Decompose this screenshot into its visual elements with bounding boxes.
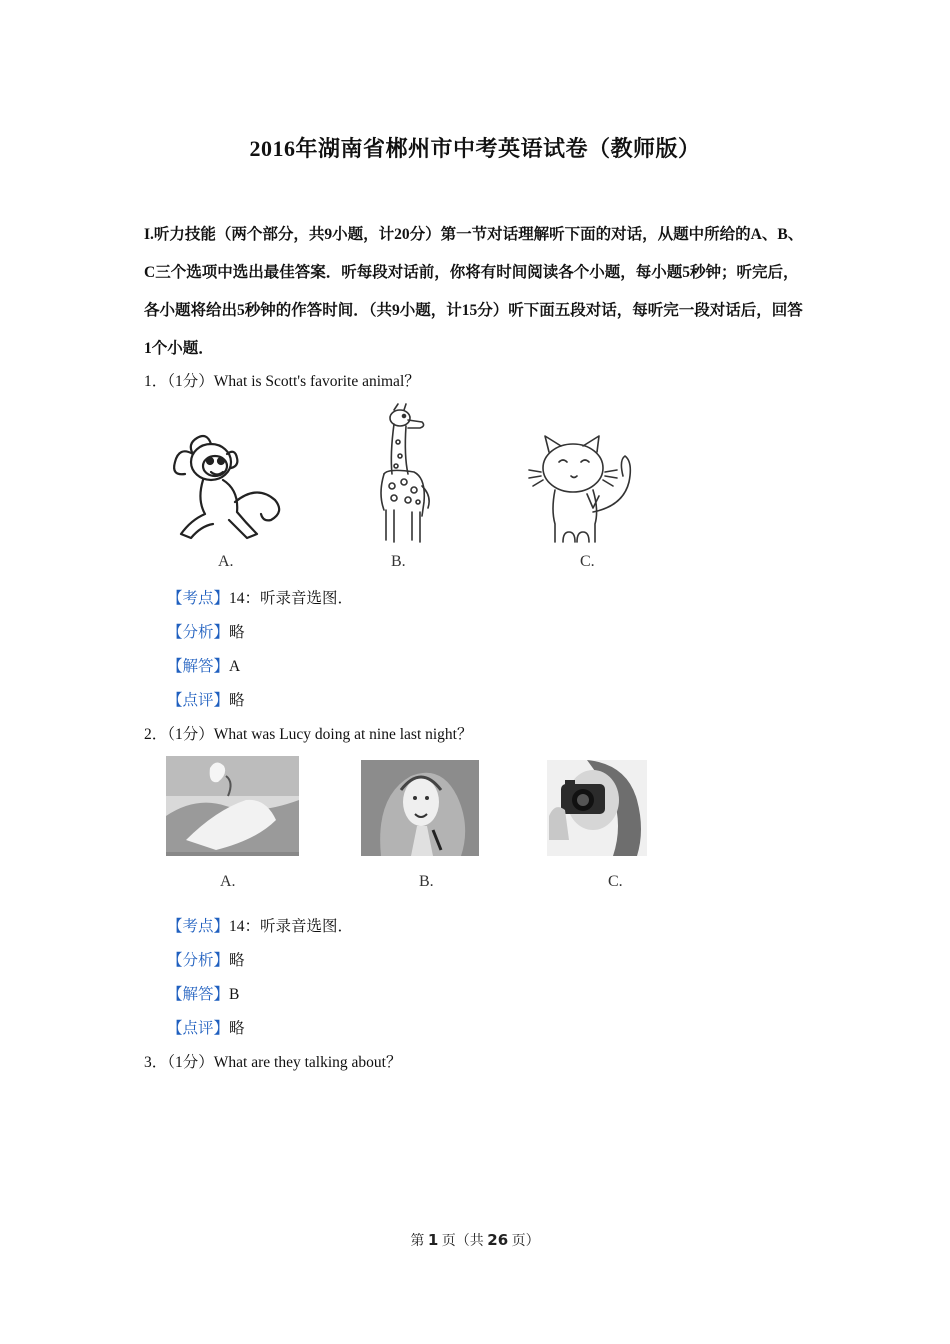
jieda-label: 【解答】 <box>167 986 230 1003</box>
q2-jieda <box>167 982 239 1004</box>
jieda-text: B <box>229 986 240 1003</box>
option-b-label: B. <box>391 553 406 570</box>
monkey-image <box>163 432 288 547</box>
footer-suffix: 页） <box>508 1234 540 1249</box>
fenxi-label: 【分析】 <box>167 952 230 969</box>
camera-photo <box>547 760 647 856</box>
page-number: 1 <box>427 1231 439 1249</box>
q2-fenxi <box>167 948 245 970</box>
question-number: 3． <box>144 1054 168 1071</box>
q1-jieda <box>167 654 240 676</box>
question-text: What is Scott's favorite animal？ <box>213 373 420 390</box>
footer-prefix: 第 <box>410 1234 428 1249</box>
dianping-text: 略 <box>229 1020 245 1037</box>
q1-kaodian <box>167 586 353 608</box>
section-instructions: I.听力技能（两个部分，共9小题，计20分）第一节对话理解听下面的对话，从题中所给的A、B、C三个选项中选出最佳答案．听每段对话前，你将有时间阅读各个小题，每小题5秒钟；听完后，各小题将给出5秒钟的作答时间．（共9小题，计15分）听下面五段对话，每听完一段对话后，回答1个小题． <box>144 226 804 357</box>
fenxi-label: 【分析】 <box>167 624 230 641</box>
question-1 <box>144 369 420 391</box>
jieda-text: A <box>229 658 241 675</box>
option-c-label: C. <box>608 873 623 890</box>
question-score: （1分） <box>167 1054 214 1071</box>
kaodian-text: 14：听录音选图． <box>229 918 354 935</box>
question-text: What was Lucy doing at nine last night？ <box>213 726 473 743</box>
option-c-label: C. <box>580 553 595 570</box>
fenxi-text: 略 <box>229 952 245 969</box>
footer-middle: 页（共 <box>438 1234 488 1249</box>
q2-dianping <box>167 1016 245 1038</box>
question-number: 2． <box>144 726 168 743</box>
q2-kaodian <box>167 914 353 936</box>
painting-photo <box>166 756 299 856</box>
kaodian-text: 14：听录音选图． <box>229 590 354 607</box>
dianping-label: 【点评】 <box>167 1020 230 1037</box>
singing-photo <box>361 760 479 856</box>
kaodian-label: 【考点】 <box>167 590 230 607</box>
page-footer <box>0 1230 950 1250</box>
dianping-text: 略 <box>229 692 245 709</box>
document-title: 2016年湖南省郴州市中考英语试卷（教师版） <box>249 136 701 161</box>
option-b-label: B. <box>419 873 434 890</box>
jieda-label: 【解答】 <box>167 658 230 675</box>
question-3 <box>144 1050 401 1072</box>
q1-dianping <box>167 688 245 710</box>
question-2 <box>144 722 473 744</box>
giraffe-image <box>364 402 454 548</box>
cat-image <box>527 432 639 547</box>
question-score: （1分） <box>167 373 214 390</box>
q1-fenxi <box>167 620 245 642</box>
option-a-label: A. <box>220 873 236 890</box>
question-score: （1分） <box>167 726 214 743</box>
question-number: 1． <box>144 373 168 390</box>
kaodian-label: 【考点】 <box>167 918 230 935</box>
page-total: 26 <box>487 1231 509 1249</box>
question-text: What are they talking about？ <box>213 1054 402 1071</box>
fenxi-text: 略 <box>229 624 245 641</box>
dianping-label: 【点评】 <box>167 692 230 709</box>
option-a-label: A. <box>218 553 234 570</box>
